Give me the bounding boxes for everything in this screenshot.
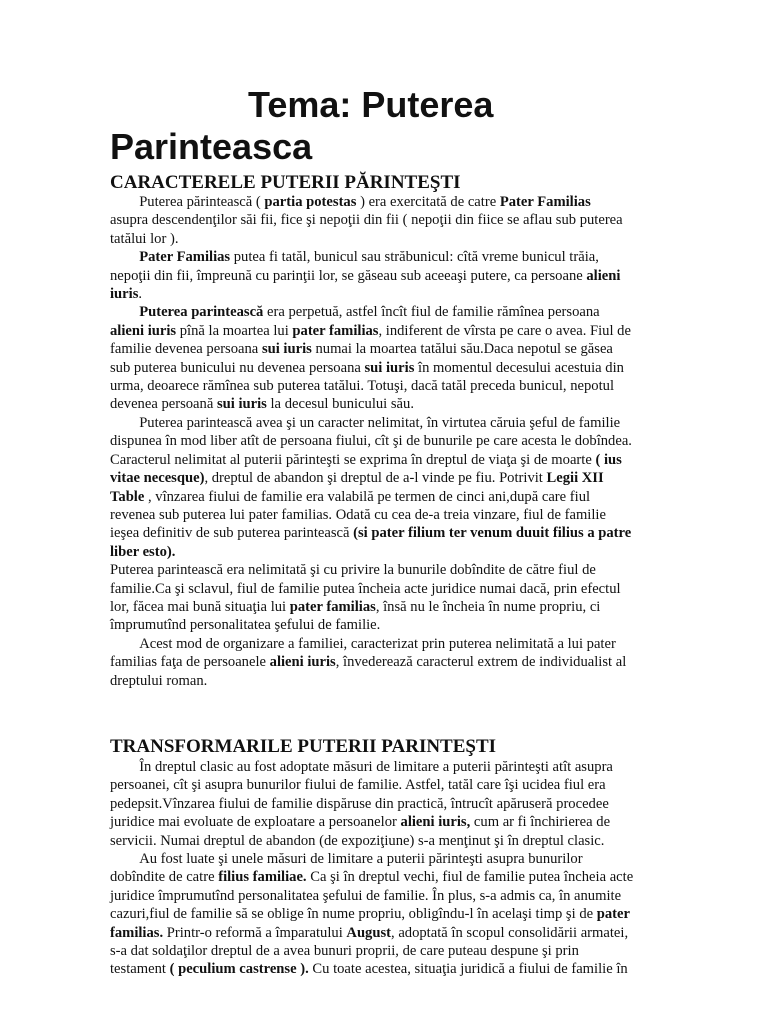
- bold-term: alieni iuris: [269, 654, 336, 671]
- bold-term: filius familiae.: [218, 869, 307, 886]
- text-line: Puterea părintească ( partia potestas ) era exercitată de catre Pater Familias: [110, 194, 591, 210]
- text-line: nepoţii din fii, împreună cu parinţii lor, se găseau sub aceeaşi putere, ca persoane alieni: [110, 267, 621, 284]
- bold-term: Pater Familias: [139, 249, 231, 266]
- bold-term: (si pater filium ter venum duuit filius a patre: [353, 525, 632, 542]
- bold-term: pater familias: [292, 322, 379, 339]
- text-line: împrumutînd personalitatea şefului de familie.: [110, 617, 381, 634]
- text-line: revenea sub puterea lui pater familias. Odată cu cea de-a treia vinzare, fiul de familie: [110, 506, 606, 523]
- text-line: pedepsit.Vînzarea fiului de familie dispăruse din practică, întrucît apăruseră procedee: [110, 795, 609, 812]
- bold-term: Legii XII: [546, 470, 604, 487]
- text-line: ieşea definitiv de sub puterea parintească (si pater filium ter venum duuit filius a patre: [110, 525, 632, 542]
- text-line: În dreptul clasic au fost adoptate măsuri de limitare a puterii părinteşti atît asupra: [110, 759, 613, 775]
- text-line: Puterea parintească avea şi un caracter nelimitat, în virtutea căruia şeful de familie: [110, 414, 621, 431]
- section-body-caractere: [110, 193, 710, 690]
- bold-term: alieni iuris,: [400, 814, 471, 831]
- text-line: asupra descendenţilor săi fii, fice şi nepoţii din fii ( nepoţii din fiice se aflau sub puterea: [110, 212, 623, 229]
- bold-term: ( ius: [595, 451, 622, 468]
- text-line: Puterea parintească era perpetuă, astfel încît fiul de familie rămînea persoana: [139, 304, 600, 321]
- text-line: persoanei, cît şi asupra bunurilor fiului de familie. Astfel, tatăl care îşi ucidea fiul era: [110, 777, 606, 794]
- title-line-1: Tema: Puterea: [248, 84, 494, 125]
- text-line: juridice mai evoluate de exploatare a persoanelor alieni iuris, cum ar fi închirierea de: [110, 814, 611, 831]
- bold-term: Table: [110, 488, 145, 505]
- text-line: familie devenea persoana sui iuris numai la moartea tatălui său.Daca nepotul se găsea: [110, 341, 613, 358]
- bold-term: vitae necesque): [110, 470, 205, 487]
- bold-term: Pater Familias: [499, 194, 591, 210]
- text-line: vitae necesque), dreptul de abandon şi dreptul de a-l vinde pe fiu. Potrivit Legii XII: [110, 470, 604, 487]
- bold-term: pater: [596, 906, 630, 923]
- text-line: familias faţa de persoanele alieni iuris, învederează caracterul extrem de individualist al: [110, 654, 627, 671]
- text-line: servicii. Numai dreptul de abandon (de expoziţiune) s-a menţinut şi în dreptul clasic.: [110, 832, 605, 849]
- text-line: Caracterul nelimitat al puterii părinteşti se exprima în dreptul de viaţa şi de moarte ( ius: [110, 451, 622, 468]
- text-line: familie.Ca şi sclavul, fiul de familie putea încheia acte juridice numai dacă, prin efectul: [110, 580, 621, 597]
- bold-term: familias.: [110, 924, 164, 941]
- text-line: cazuri,fiul de familie să se oblige în nume propriu, obligîndu-l în acelaşi timp şi de pater: [110, 906, 630, 923]
- text-line: juridice împrumutînd personalitatea şefului de familie. În plus, s-a admis ca, în anumite: [110, 887, 622, 904]
- bold-term: liber esto).: [110, 543, 176, 560]
- text-line: Au fost luate şi unele măsuri de limitare a puterii părinteşti asupra bunurilor: [110, 851, 583, 868]
- text-line: sub puterea bunicului nu devenea persoana sui iuris în momentul decesului acestuia din: [110, 359, 624, 376]
- section-body-transformari: [110, 758, 710, 979]
- text-line: dreptului roman.: [110, 672, 208, 689]
- section-heading-transformari: TRANSFORMARILE PUTERII PARINTEŞTI: [110, 736, 497, 757]
- bold-term: partia potestas: [264, 194, 357, 210]
- text-line: iuris.: [110, 286, 143, 303]
- text-line: tatălui lor ).: [110, 230, 179, 247]
- bold-term: iuris: [110, 286, 139, 303]
- bold-term: sui iuris: [261, 341, 312, 358]
- text-line: familias. Printr-o reformă a împaratului August, adoptată în scopul consolidării armatei,: [110, 924, 629, 941]
- document-title: [110, 84, 710, 168]
- text-line: Pater Familias putea fi tatăl, bunicul sau străbunicul: cîtă vreme bunicul trăia,: [139, 249, 599, 266]
- text-line: lor, făcea mai bună situaţia lui pater familias, însă nu le încheia în nume propriu, ci: [110, 598, 601, 615]
- bold-term: August: [346, 924, 392, 941]
- text-line: dobîndite de catre filius familiae. Ca şi în dreptul vechi, fiul de familie putea încheia acte: [110, 869, 634, 886]
- text-line: alieni iuris pînă la moartea lui pater familias, indiferent de vîrsta pe care o avea. Fiul de: [110, 322, 631, 339]
- bold-term: pater familias: [289, 598, 376, 615]
- text-line: Puterea parintească era nelimitată şi cu privire la bunurile dobîndite de către fiul de: [110, 562, 596, 579]
- bold-term: alieni iuris: [110, 322, 177, 339]
- text-line: Acest mod de organizare a familiei, caracterizat prin puterea nelimitată a lui pater: [110, 635, 616, 652]
- bold-term: sui iuris: [216, 396, 267, 413]
- bold-term: ( peculium castrense ).: [169, 961, 309, 978]
- text-line: devenea persoană sui iuris la decesul bunicului său.: [110, 396, 414, 413]
- text-line: [110, 543, 710, 561]
- bold-term: Puterea parintească: [139, 304, 264, 321]
- text-line: s-a dat soldaţilor dreptul de a avea bunuri proprii, de care puteau despune şi prin: [110, 943, 579, 960]
- bold-term: alieni: [586, 267, 621, 284]
- section-heading-caractere: CARACTERELE PUTERII PĂRINTEŞTI: [110, 172, 461, 193]
- bold-term: sui iuris: [364, 359, 415, 376]
- text-line: Table , vînzarea fiului de familie era valabilă pe termen de cinci ani,după care fiul: [110, 488, 591, 505]
- text-line: urma, deoarece rămînea sub puterea tatălui. Totuşi, dacă tatăl preceda bunicul, nepotul: [110, 378, 615, 395]
- text-line: testament ( peculium castrense ). Cu toate acestea, situaţia juridică a fiului de familie în: [110, 961, 628, 978]
- text-line: dispunea în mod liber atît de persoana fiului, cît şi de bunurile pe care acesta le dobîndea.: [110, 433, 632, 450]
- title-line-2: Parinteasca: [110, 126, 313, 167]
